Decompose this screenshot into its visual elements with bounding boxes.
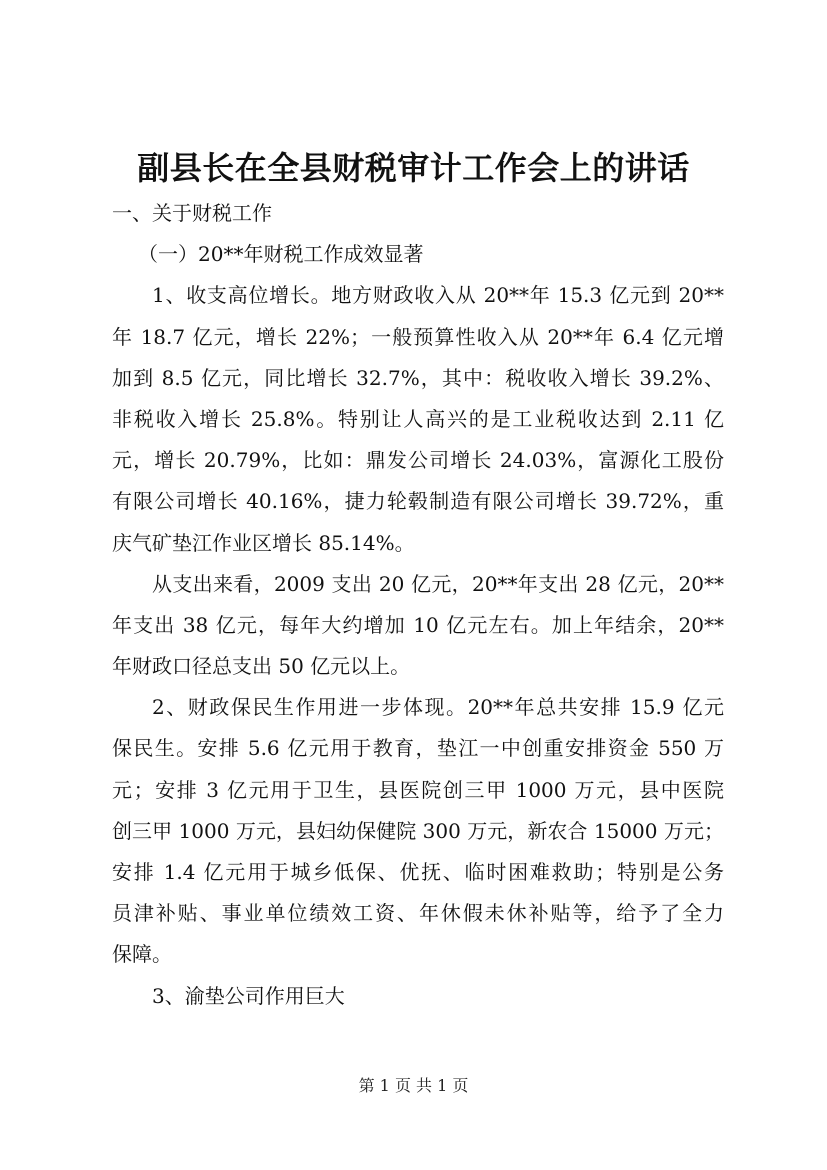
paragraph-line: 庆气矿垫江作业区增长 85.14%。 <box>112 530 415 555</box>
paragraph-line: 年 18.7 亿元，增长 22%；一般预算性收入从 20**年 6.4 亿元增 <box>112 324 724 349</box>
paragraph-line: 保民生。安排 5.6 亿元用于教育，垫江一中创重安排资金 550 万 <box>112 736 724 761</box>
paragraph-line: 安排 1.4 亿元用于城乡低保、优抚、临时困难救助；特别是公务 <box>112 860 724 884</box>
paragraph-line: 年支出 38 亿元，每年大约增加 10 亿元左右。加上年结余，20** <box>112 612 724 637</box>
page-number-footer: 第 1 页 共 1 页 <box>358 1076 469 1095</box>
paragraph-line: 从支出来看，2009 支出 20 亿元，20**年支出 28 亿元，20** <box>152 571 724 596</box>
paragraph-line: 保障。 <box>112 942 172 967</box>
paragraph-line: 年财政口径总支出 50 亿元以上。 <box>112 654 411 679</box>
subsection-heading: （一）20**年财税工作成效显著 <box>138 242 424 267</box>
paragraph-line: 元；安排 3 亿元用于卫生，县医院创三甲 1000 万元，县中医院 <box>112 777 724 802</box>
subsection-heading: 3、渝垫公司作用巨大 <box>152 983 345 1008</box>
paragraph-line: 有限公司增长 40.16%，捷力轮毂制造有限公司增长 39.72%，重 <box>112 489 724 514</box>
paragraph-line: 创三甲 1000 万元，县妇幼保健院 300 万元，新农合 15000 万元； <box>112 818 724 843</box>
paragraph-line: 非税收入增长 25.8%。特别让人高兴的是工业税收达到 2.11 亿 <box>112 406 724 431</box>
paragraph-line: 员津补贴、事业单位绩效工资、年休假未休补贴等，给予了全力 <box>112 901 724 926</box>
paragraph-line: 2、财政保民生作用进一步体现。20**年总共安排 15.9 亿元 <box>152 695 724 720</box>
paragraph-line: 加到 8.5 亿元，同比增长 32.7%，其中：税收收入增长 39.2%、 <box>112 365 724 390</box>
section-heading: 一、关于财税工作 <box>112 201 272 225</box>
document-title: 副县长在全县财税审计工作会上的讲话 <box>137 149 690 187</box>
document-body <box>112 198 724 1022</box>
paragraph-line: 元，增长 20.79%，比如：鼎发公司增长 24.03%，富源化工股份 <box>112 448 724 473</box>
paragraph-line: 1、收支高位增长。地方财政收入从 20**年 15.3 亿元到 20** <box>152 283 724 308</box>
